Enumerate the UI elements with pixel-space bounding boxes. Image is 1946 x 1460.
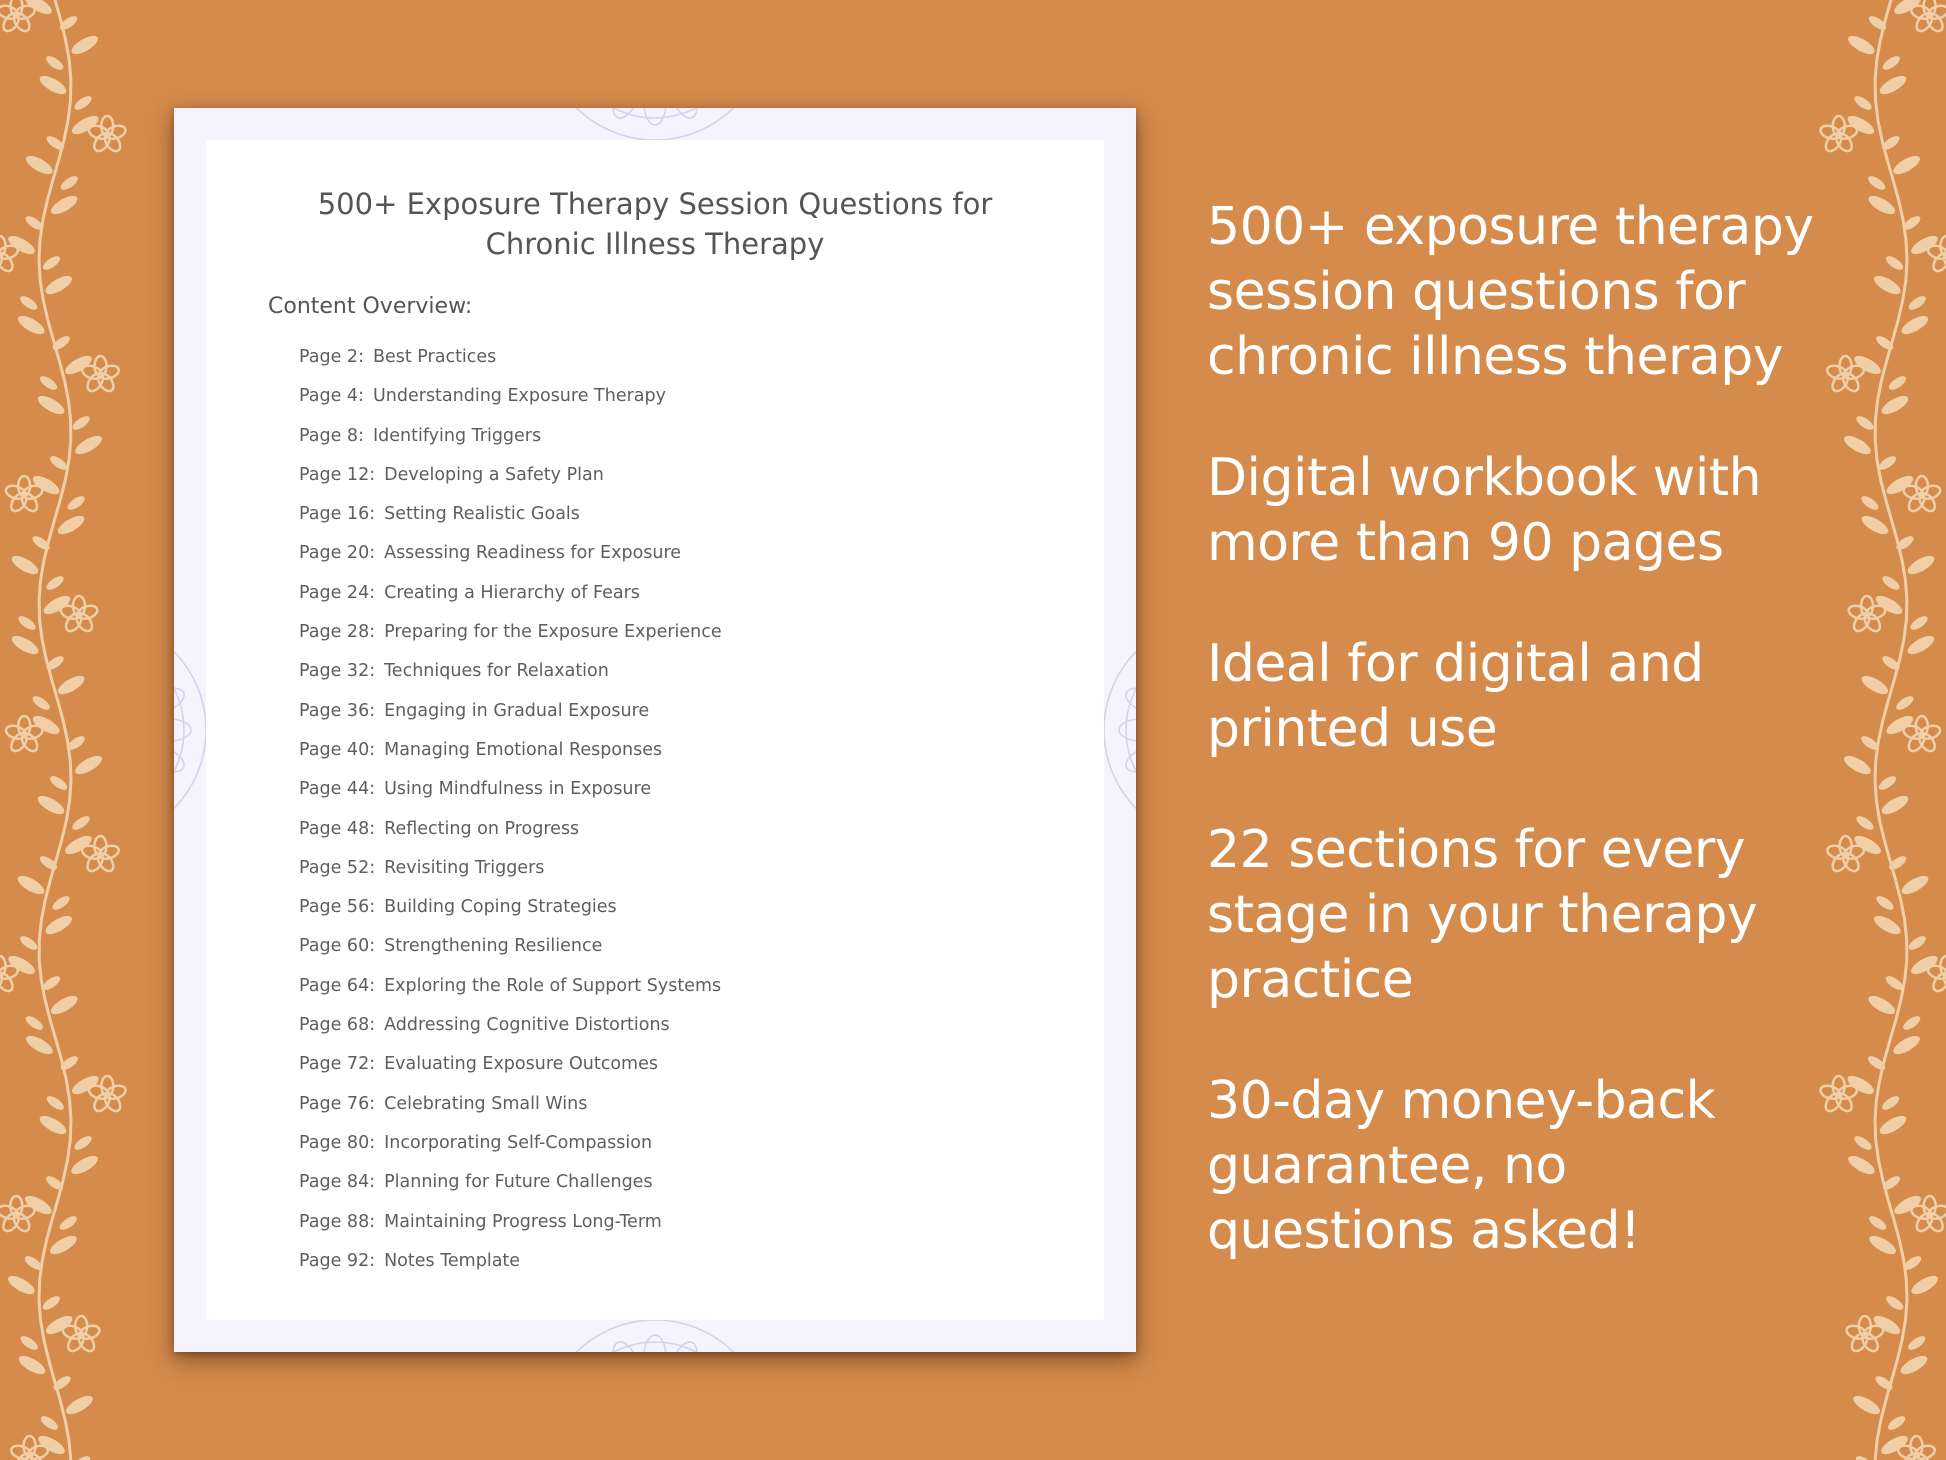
- toc-section-title: Building Coping Strategies: [384, 897, 617, 918]
- feature-text: [1207, 195, 1847, 390]
- feature-line: questions asked!: [1207, 1201, 1641, 1261]
- feature-line: more than 90 pages: [1207, 513, 1724, 573]
- feature-line: session questions for: [1207, 262, 1746, 322]
- toc-section-title: Setting Realistic Goals: [384, 504, 580, 525]
- toc-item: [299, 652, 722, 691]
- toc-page-number: Page 12:: [299, 464, 376, 485]
- toc-section-title: Assessing Readiness for Exposure: [384, 543, 682, 564]
- toc-section-title: Revisiting Triggers: [384, 857, 545, 878]
- toc-page-number: Page 72:: [299, 1054, 376, 1075]
- toc-item: [299, 967, 722, 1006]
- feature-list: [1207, 195, 1847, 1320]
- feature-line: stage in your therapy: [1207, 885, 1758, 945]
- toc-item: [299, 1242, 722, 1281]
- feature-text: [1207, 818, 1847, 1013]
- feature-line: printed use: [1207, 699, 1498, 759]
- toc-section-title: Engaging in Gradual Exposure: [384, 700, 650, 721]
- toc-section-title: Developing a Safety Plan: [384, 464, 604, 485]
- toc-page-number: Page 8:: [299, 425, 364, 446]
- toc-item: [299, 888, 722, 927]
- toc-item: [299, 692, 722, 731]
- toc-page-number: Page 44:: [299, 779, 376, 800]
- floral-vine-left-decoration: [0, 0, 130, 1460]
- toc-page-number: Page 80:: [299, 1132, 376, 1153]
- toc-section-title: Planning for Future Challenges: [384, 1172, 653, 1193]
- toc-item: [299, 1085, 722, 1124]
- feature-line: Digital workbook with: [1207, 448, 1762, 508]
- toc-section-title: Using Mindfulness in Exposure: [384, 779, 652, 800]
- toc-section-title: Techniques for Relaxation: [384, 661, 609, 682]
- toc-item: [299, 456, 722, 495]
- toc-page-number: Page 56:: [299, 897, 376, 918]
- toc-item: [299, 1006, 722, 1045]
- toc-page-number: Page 68:: [299, 1015, 376, 1036]
- page-content-area: [206, 140, 1104, 1320]
- content-overview-heading: Content Overview:: [268, 294, 473, 319]
- toc-item: [299, 770, 722, 809]
- feature-line: 500+ exposure therapy: [1207, 197, 1814, 257]
- toc-section-title: Preparing for the Exposure Experience: [384, 622, 722, 643]
- toc-item: [299, 810, 722, 849]
- toc-page-number: Page 92:: [299, 1250, 376, 1271]
- toc-page-number: Page 4:: [299, 386, 364, 407]
- toc-page-number: Page 48:: [299, 818, 376, 839]
- document-title-line-1: 500+ Exposure Therapy Session Questions for: [317, 187, 993, 221]
- toc-page-number: Page 2:: [299, 347, 364, 367]
- toc-item: [299, 495, 722, 534]
- toc-section-title: Reflecting on Progress: [384, 818, 580, 839]
- toc-section-title: Maintaining Progress Long-Term: [384, 1211, 662, 1232]
- toc-item: [299, 1124, 722, 1163]
- feature-line: 22 sections for every: [1207, 820, 1746, 880]
- toc-section-title: Managing Emotional Responses: [384, 739, 663, 760]
- toc-page-number: Page 16:: [299, 504, 376, 525]
- toc-page-number: Page 24:: [299, 582, 376, 603]
- toc-item: [299, 338, 722, 377]
- toc-page-number: Page 60:: [299, 936, 376, 957]
- toc-page-number: Page 84:: [299, 1172, 376, 1193]
- feature-line: 30-day money-back: [1207, 1071, 1716, 1131]
- feature-line: practice: [1207, 950, 1414, 1010]
- toc-page-number: Page 64:: [299, 975, 376, 996]
- toc-page-number: Page 20:: [299, 543, 376, 564]
- toc-item: [299, 574, 722, 613]
- feature-line: chronic illness therapy: [1207, 327, 1783, 387]
- toc-section-title: Celebrating Small Wins: [384, 1093, 588, 1114]
- toc-section-title: Strengthening Resilience: [384, 936, 603, 957]
- feature-line: Ideal for digital and: [1207, 634, 1704, 694]
- feature-line: guarantee, no: [1207, 1136, 1567, 1196]
- toc-section-title: Understanding Exposure Therapy: [372, 386, 666, 407]
- toc-item: [299, 849, 722, 888]
- toc-item: [299, 1045, 722, 1084]
- toc-section-title: Evaluating Exposure Outcomes: [384, 1054, 658, 1075]
- toc-page-number: Page 36:: [299, 700, 376, 721]
- document-title-line-2: Chronic Illness Therapy: [485, 227, 825, 261]
- document-title: [206, 184, 1104, 264]
- toc-page-number: Page 76:: [299, 1093, 376, 1114]
- toc-item: [299, 613, 722, 652]
- feature-text: [1207, 1069, 1847, 1264]
- feature-text: [1207, 446, 1847, 576]
- toc-section-title: Best Practices: [372, 347, 497, 367]
- toc-item: [299, 1203, 722, 1242]
- toc-item: [299, 534, 722, 573]
- toc-item: [299, 417, 722, 456]
- toc-section-title: Notes Template: [384, 1250, 521, 1271]
- feature-text: [1207, 632, 1847, 762]
- toc-item: [299, 731, 722, 770]
- toc-item: [299, 927, 722, 966]
- toc-page-number: Page 88:: [299, 1211, 376, 1232]
- toc-page-number: Page 32:: [299, 661, 376, 682]
- toc-page-number: Page 52:: [299, 857, 376, 878]
- toc-item: [299, 377, 722, 416]
- table-of-contents: [299, 338, 722, 1281]
- toc-section-title: Incorporating Self-Compassion: [384, 1132, 653, 1153]
- workbook-page-preview: [174, 108, 1136, 1352]
- toc-page-number: Page 28:: [299, 622, 376, 643]
- toc-section-title: Addressing Cognitive Distortions: [384, 1015, 670, 1036]
- toc-section-title: Exploring the Role of Support Systems: [384, 975, 722, 996]
- toc-section-title: Creating a Hierarchy of Fears: [384, 582, 640, 603]
- toc-section-title: Identifying Triggers: [372, 425, 542, 446]
- toc-page-number: Page 40:: [299, 739, 376, 760]
- toc-item: [299, 1163, 722, 1202]
